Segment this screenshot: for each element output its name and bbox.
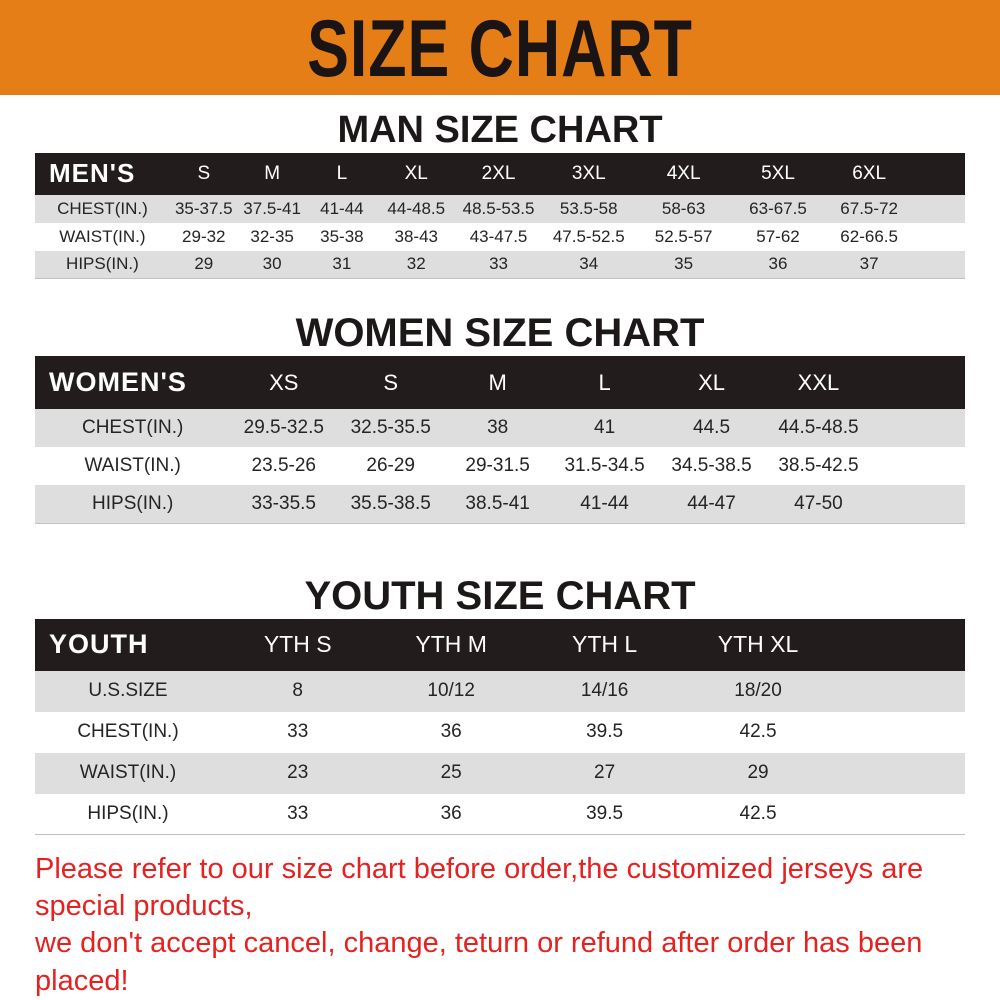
youth-section-title: YOUTH SIZE CHART — [304, 573, 696, 618]
table-corner-label: MEN'S — [49, 158, 136, 189]
measurement-value: 53.5-58 — [559, 198, 618, 218]
measurement-label: HIPS(IN.) — [66, 254, 139, 274]
size-column-header: XL — [698, 369, 725, 395]
size-column-header: XXL — [797, 369, 840, 395]
youth-section — [0, 573, 1000, 836]
measurement-value: 58-63 — [661, 198, 706, 218]
measurement-value: 35 — [674, 254, 694, 274]
measurement-value: 10/12 — [427, 680, 475, 702]
size-column-header: 5XL — [761, 162, 795, 184]
measurement-value: 43-47.5 — [469, 226, 528, 246]
measurement-value: 38 — [487, 417, 509, 439]
measurement-row — [35, 251, 965, 279]
spacer-cell — [914, 153, 965, 195]
spacer-cell — [835, 712, 965, 753]
measurement-value: 38-43 — [394, 226, 438, 246]
spacer-cell — [914, 251, 965, 279]
measurement-value: 44-47 — [687, 492, 736, 514]
measurement-row — [35, 794, 965, 835]
men-section-title: MAN SIZE CHART — [337, 109, 663, 151]
measurement-value: 14/16 — [580, 680, 629, 702]
measurement-row — [35, 223, 965, 251]
measurement-value: 33 — [287, 721, 309, 743]
measurement-label: HIPS(IN.) — [87, 802, 169, 824]
measurement-row — [35, 447, 965, 485]
measurement-value: 35-37.5 — [174, 198, 233, 218]
measurement-value: 33 — [489, 254, 509, 274]
measurement-value: 31 — [332, 254, 352, 274]
men-section — [0, 109, 1000, 279]
spacer-cell — [835, 753, 965, 794]
measurement-label: WAIST(IN.) — [79, 762, 177, 784]
measurement-row — [35, 195, 965, 223]
measurement-value: 41 — [594, 417, 616, 439]
measurement-value: 29-31.5 — [465, 455, 530, 477]
youth-header-row — [35, 619, 965, 671]
main-title: SIZE CHART — [307, 2, 693, 93]
measurement-row — [35, 671, 965, 712]
measurement-value: 41-44 — [320, 198, 364, 218]
women-header-row — [35, 356, 965, 409]
measurement-value: 35.5-38.5 — [350, 492, 431, 514]
measurement-label: CHEST(IN.) — [81, 417, 184, 439]
measurement-value: 42.5 — [739, 802, 777, 824]
disclaimer-line-1: Please refer to our size chart before order,the customized jerseys are special products, — [35, 853, 924, 923]
size-column-header: S — [197, 162, 211, 184]
measurement-label: CHEST(IN.) — [77, 721, 179, 743]
youth-size-table — [35, 619, 965, 836]
table-corner-label: WOMEN'S — [49, 367, 187, 398]
measurement-value: 33 — [287, 802, 309, 824]
spacer-cell — [872, 485, 965, 523]
measurement-value: 37.5-41 — [243, 198, 301, 218]
disclaimer-line-2: we don't accept cancel, change, teturn or refund after order has been placed! — [35, 927, 923, 997]
measurement-value: 32.5-35.5 — [350, 417, 431, 439]
measurement-row — [35, 485, 965, 523]
women-section — [0, 310, 1000, 524]
measurement-value: 30 — [262, 254, 282, 274]
measurement-value: 47-50 — [794, 492, 843, 514]
men-size-table — [35, 153, 965, 280]
size-chart-banner — [0, 0, 1000, 95]
measurement-value: 36 — [440, 721, 462, 743]
measurement-value: 42.5 — [739, 721, 777, 743]
measurement-label: HIPS(IN.) — [92, 492, 174, 514]
women-section-title: WOMEN SIZE CHART — [295, 311, 705, 356]
size-column-header: L — [336, 162, 348, 184]
measurement-value: 36 — [768, 254, 788, 274]
measurement-value: 29-32 — [182, 226, 226, 246]
spacer-cell — [914, 195, 965, 223]
measurement-value: 37 — [859, 254, 879, 274]
measurement-value: 26-29 — [366, 455, 416, 477]
spacer-cell — [914, 223, 965, 251]
measurement-value: 63-67.5 — [749, 198, 807, 218]
measurement-value: 57-62 — [756, 226, 800, 246]
measurement-value: 48.5-53.5 — [462, 198, 535, 218]
measurement-row — [35, 753, 965, 794]
measurement-label: WAIST(IN.) — [84, 455, 181, 477]
spacer-cell — [835, 794, 965, 835]
measurement-value: 52.5-57 — [654, 226, 713, 246]
women-size-table — [35, 356, 965, 524]
measurement-value: 38.5-42.5 — [778, 455, 859, 477]
measurement-value: 32-35 — [250, 226, 294, 246]
size-column-header: L — [598, 369, 611, 395]
measurement-value: 39.5 — [586, 721, 624, 743]
measurement-value: 41-44 — [580, 492, 629, 514]
measurement-value: 67.5-72 — [840, 198, 898, 218]
table-corner-label: YOUTH — [49, 629, 149, 660]
spacer-cell — [872, 356, 965, 409]
measurement-value: 29 — [194, 254, 214, 274]
measurement-value: 47.5-52.5 — [552, 226, 625, 246]
size-column-header: YTH L — [572, 631, 638, 658]
measurement-value: 8 — [292, 680, 303, 702]
size-column-header: XS — [269, 369, 299, 395]
measurement-value: 34 — [579, 254, 599, 274]
measurement-value: 23.5-26 — [251, 455, 316, 477]
disclaimer-text — [35, 851, 965, 999]
spacer-cell — [872, 447, 965, 485]
measurement-value: 44.5-48.5 — [778, 417, 859, 439]
measurement-value: 35-38 — [320, 226, 364, 246]
measurement-label: WAIST(IN.) — [59, 226, 146, 246]
measurement-row — [35, 409, 965, 447]
spacer-cell — [835, 619, 965, 671]
measurement-value: 32 — [406, 254, 426, 274]
size-column-header: S — [383, 369, 399, 395]
size-column-header: 2XL — [481, 162, 516, 184]
measurement-value: 25 — [440, 762, 462, 784]
measurement-value: 23 — [287, 762, 309, 784]
size-column-header: XL — [404, 162, 428, 184]
size-column-header: 6XL — [852, 162, 887, 184]
spacer-cell — [835, 671, 965, 712]
measurement-value: 18/20 — [734, 680, 782, 702]
size-column-header: 3XL — [571, 162, 606, 184]
size-column-header: YTH S — [263, 631, 332, 658]
size-column-header: M — [488, 369, 507, 395]
measurement-value: 38.5-41 — [465, 492, 530, 514]
measurement-value: 36 — [440, 802, 462, 824]
spacer-cell — [872, 409, 965, 447]
measurement-row — [35, 712, 965, 753]
size-column-header: YTH XL — [717, 631, 799, 658]
measurement-label: CHEST(IN.) — [57, 198, 148, 218]
size-column-header: YTH M — [415, 631, 487, 658]
measurement-value: 27 — [594, 762, 616, 784]
measurement-value: 34.5-38.5 — [671, 455, 752, 477]
measurement-value: 33-35.5 — [251, 492, 316, 514]
measurement-label: U.S.SIZE — [88, 680, 168, 702]
measurement-value: 62-66.5 — [840, 226, 898, 246]
measurement-value: 39.5 — [586, 802, 624, 824]
measurement-value: 44-48.5 — [387, 198, 446, 218]
measurement-value: 29.5-32.5 — [243, 417, 324, 439]
size-column-header: M — [264, 162, 281, 184]
measurement-value: 44.5 — [693, 417, 731, 439]
measurement-value: 31.5-34.5 — [564, 455, 645, 477]
men-header-row — [35, 153, 965, 195]
size-column-header: 4XL — [666, 162, 701, 184]
measurement-value: 29 — [747, 762, 769, 784]
